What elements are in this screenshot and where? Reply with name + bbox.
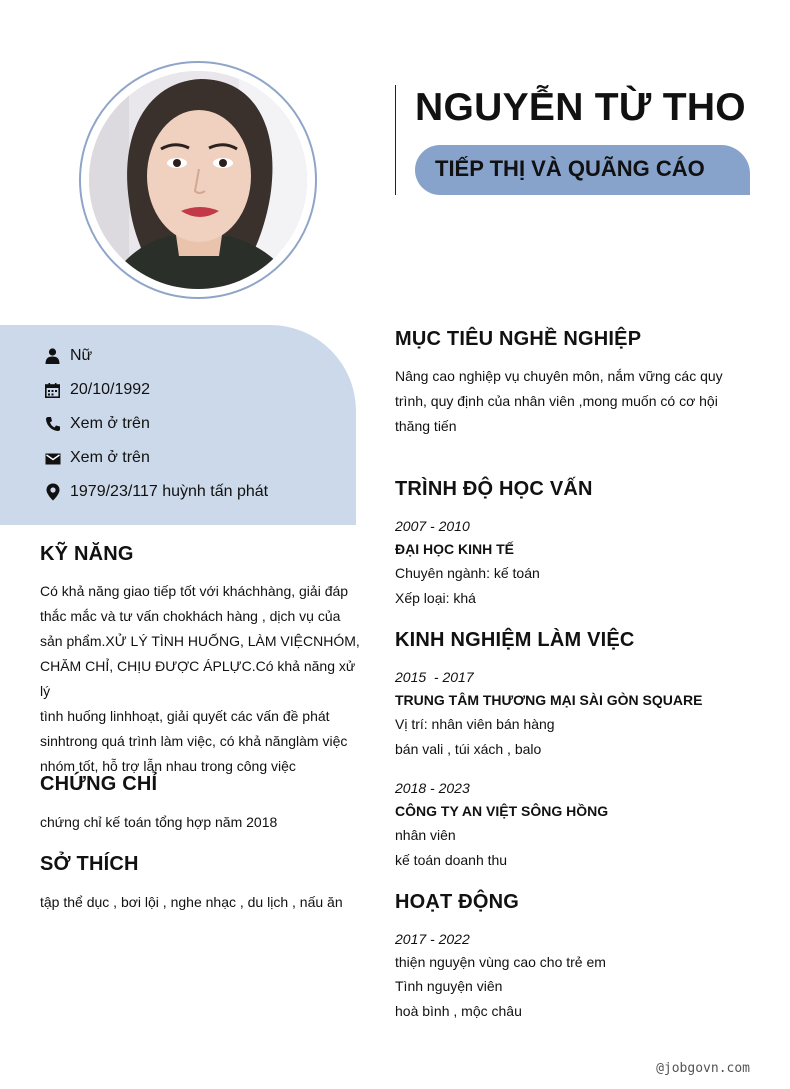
phone-icon [44, 416, 61, 433]
location-pin-icon [44, 484, 61, 501]
skills-line: thắc mắc và tư vấn chokhách hàng , dịch vụ của [40, 608, 341, 624]
skills-heading: KỸ NĂNG [40, 543, 134, 565]
objective-text [395, 364, 745, 439]
email-text: Xem ở trên [70, 449, 150, 466]
person-icon [44, 348, 61, 365]
education-grade: Xếp loại: khá [395, 590, 476, 606]
experience-company: CÔNG TY AN VIỆT SÔNG HỒNG [395, 803, 609, 819]
candidate-name: NGUYỄN TỪ THO [415, 86, 746, 129]
education-school: ĐẠI HỌC KINH TẾ [395, 541, 514, 557]
skills-line: CHĂM CHỈ, CHỊU ĐƯỢC ÁPLỰC.Có khả năng xử lý [40, 658, 356, 699]
activities-line: Tình nguyện viên [395, 978, 503, 994]
contact-gender [44, 345, 92, 367]
skills-line: tình huống linhhoạt, giải quyết các vấn đề phát [40, 708, 330, 724]
experience-period: 2015 - 2017 [395, 669, 474, 685]
job-title: TIẾP THỊ VÀ QUÃNG CÁO [435, 156, 705, 181]
contact-address [44, 481, 268, 503]
experience-period: 2018 - 2023 [395, 780, 470, 796]
skills-line: Có khả năng giao tiếp tốt với kháchhàng, giải đáp [40, 583, 349, 599]
experience-position: Vị trí: nhân viên bán hàng [395, 716, 555, 732]
calendar-icon [44, 382, 61, 399]
experience-heading: KINH NGHIỆM LÀM VIỆC [395, 629, 635, 651]
hobbies-heading: SỞ THÍCH [40, 853, 139, 875]
certificates-heading: CHỨNG CHỈ [40, 773, 158, 795]
skills-line: nhóm tốt, hỗ trợ lẫn nhau trong công việc [40, 758, 296, 774]
education-heading: TRÌNH ĐỘ HỌC VẤN [395, 478, 593, 500]
job-title-banner [415, 145, 750, 195]
experience-position: nhân viên [395, 827, 456, 843]
education-major: Chuyên ngành: kế toán [395, 565, 540, 581]
mail-icon [44, 450, 61, 467]
gender-text: Nữ [70, 347, 93, 364]
activities-heading: HOẠT ĐỘNG [395, 891, 520, 913]
skills-line: sản phẩm.XỬ LÝ TÌNH HUỐNG, LÀM VIỆCNHÓM, [40, 633, 360, 649]
objective-line: trình, quy định của nhân viên ,mong muốn có cơ hội [395, 393, 718, 409]
experience-detail: bán vali , túi xách , balo [395, 741, 542, 757]
activities-period: 2017 - 2022 [395, 931, 470, 947]
phone-text: Xem ở trên [70, 415, 150, 432]
certificates-text: chứng chỉ kế toán tổng hợp năm 2018 [40, 814, 278, 830]
skills-line: sinhtrong quá trình làm việc, có khả nănglàm việc [40, 733, 348, 749]
education-period: 2007 - 2010 [395, 518, 470, 534]
address-text: 1979/23/117 huỳnh tấn phát [70, 483, 269, 500]
objective-line: Nâng cao nghiệp vụ chuyên môn, nắm vững các quy [395, 368, 723, 384]
profile-photo [89, 71, 307, 289]
activities-line: hoà bình , mộc châu [395, 1003, 522, 1019]
footer-watermark: @jobgovn.com [656, 1061, 750, 1076]
contact-phone [44, 413, 150, 435]
contact-email [44, 447, 150, 469]
experience-company: TRUNG TÂM THƯƠNG MẠI SÀI GÒN SQUARE [395, 692, 703, 708]
experience-detail: kế toán doanh thu [395, 852, 508, 868]
activities-line: thiện nguyện vùng cao cho trẻ em [395, 954, 606, 970]
header-divider [395, 85, 396, 195]
birthday-text: 20/10/1992 [70, 381, 151, 398]
objective-heading: MỤC TIÊU NGHỀ NGHIỆP [395, 328, 642, 350]
skills-text [40, 579, 360, 779]
objective-line: thăng tiến [395, 418, 457, 434]
hobbies-text: tập thể dục , bơi lội , nghe nhạc , du lịch , nấu ăn [40, 894, 343, 910]
contact-birthday [44, 379, 150, 401]
profile-photo-ring [79, 61, 317, 299]
